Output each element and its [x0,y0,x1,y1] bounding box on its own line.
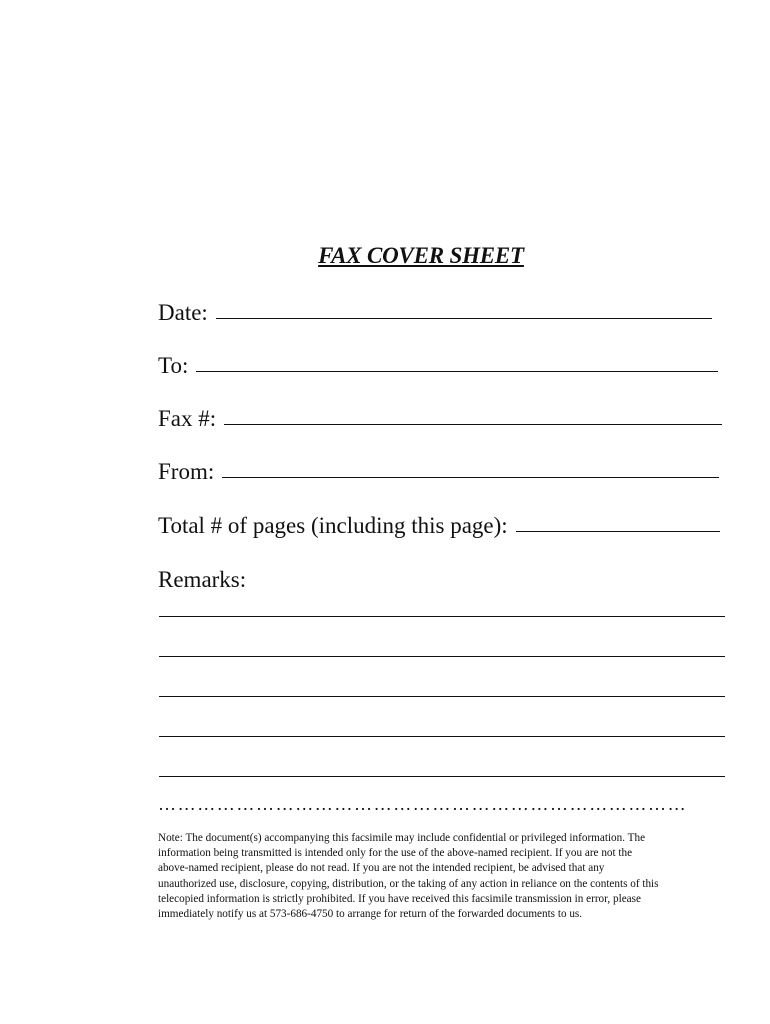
remarks-line-1[interactable] [159,616,725,617]
note-line: telecopied information is strictly prohibited. If you have received this facsimile transmission in error, please [158,892,641,905]
note-line: unauthorized use, disclosure, copying, distribution, or the taking of any action in reliance on the contents of this [158,877,659,890]
to-label: To: [158,353,189,378]
from-blank-line[interactable] [222,477,719,478]
fax-number-label: Fax #: [158,406,217,431]
note-line: information being transmitted is intended only for the use of the above-named recipient. If you are not the [158,847,633,860]
to-field [158,352,718,380]
from-field [158,458,719,486]
total-pages-blank-line[interactable] [516,531,720,532]
confidentiality-note [158,831,728,922]
remarks-line-3[interactable] [159,696,725,697]
note-line: immediately notify us at 573-686-4750 to arrange for return of the forwarded documents to us. [158,908,583,921]
to-blank-line[interactable] [196,371,718,372]
remarks-line-4[interactable] [159,736,725,737]
date-blank-line[interactable] [216,318,712,319]
remarks-line-2[interactable] [159,656,725,657]
note-line: Note: The document(s) accompanying this facsimile may include confidential or privileged information. The [158,832,646,844]
date-label: Date: [158,300,208,325]
dotted-divider: ……………………………………………………………………… [158,795,688,813]
date-field [158,299,712,327]
from-label: From: [158,459,215,484]
remarks-label: Remarks: [158,567,247,592]
total-pages-label: Total # of pages (including this page): [158,513,508,538]
page-title: FAX COVER SHEET [318,243,524,268]
note-line: above-named recipient, please do not read. If you are not the intended recipient, be advised that any [158,862,605,875]
total-pages-field [158,512,720,540]
remarks-line-5[interactable] [159,776,725,777]
fax-number-field [158,405,722,433]
fax-number-blank-line[interactable] [224,424,722,425]
